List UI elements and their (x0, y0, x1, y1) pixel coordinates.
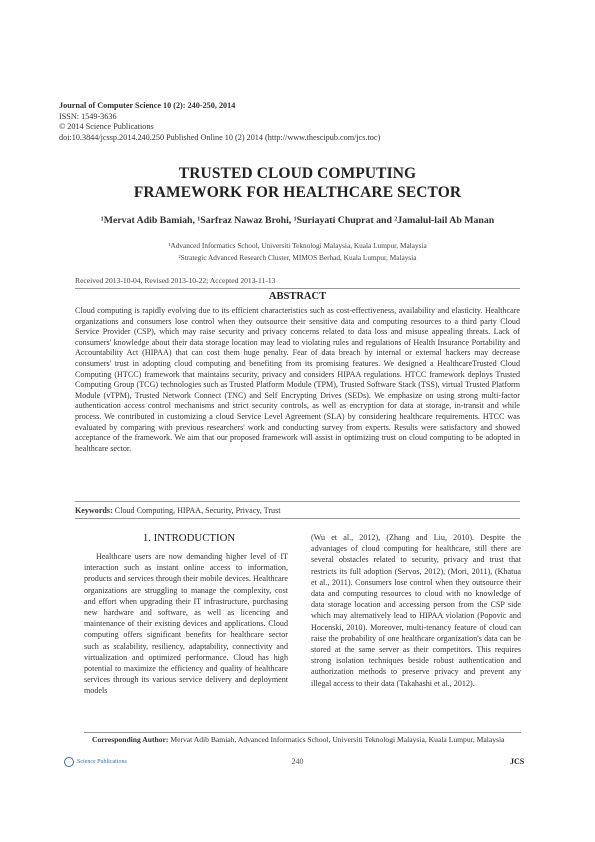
journal-header (59, 101, 380, 143)
affiliation-1: ¹Advanced Informatics School, Universiti Teknologi Malaysia, Kuala Lumpur, Malaysia (168, 241, 427, 250)
doi: doi:10.3844/jcssp.2014.240.250 Published Online 10 (2) 2014 (http://www.thescipub.com/jcs.toc) (59, 132, 381, 142)
title-line-2: FRAMEWORK FOR HEALTHCARE SECTOR (133, 184, 462, 201)
paper-title (0, 164, 595, 202)
authors: ¹Mervat Adib Bamiah, ¹Sarfraz Nawaz Brohi, ¹Suriayati Chuprat and ²Jamalul-lail Ab Manan (100, 215, 495, 226)
keywords-text: Cloud Computing, HIPAA, Security, Privacy, Trust (114, 506, 281, 515)
journal-name: Journal of Computer Science 10 (2): 240-250, 2014 (59, 101, 236, 110)
divider (75, 501, 520, 502)
journal-abbreviation: JCS (510, 757, 525, 766)
affiliations (0, 240, 595, 263)
divider (75, 288, 520, 289)
corresponding-text: Mervat Adib Bamiah, Advanced Informatics School, Universiti Teknologi Malaysia, Kuala Lumpur, Malaysia (170, 735, 505, 744)
divider (84, 732, 521, 733)
introduction-right-column: (Wu et al., 2012), (Zhang and Liu, 2010). Despite the advantages of cloud computing for healthcare, still there are several obstacles related to security, privacy and trust that restricts its full adoption (Servos, 2012), (Mori, 2011), (Khatua et al., 2011). Consumers lose control when they outsource their data and computing resources to cloud with no knowledge of data storage location and accessing person from the CSP side which may alternatively lead to HIPAA violation (Popovic and Hocenski, 2010). Moreover, multi-tenancy feature of cloud can raise the probability of one healthcare organization's data can be stored at the same server as their competitors. This requires strong isolation techniques beside robust authentication and authorization methods to preserve privacy and prevent any illegal access to their data (Takahashi et al., 2012). (311, 533, 521, 688)
corresponding-label: Corresponding Author: (92, 735, 169, 744)
corresponding-author (92, 735, 505, 744)
abstract-text: Cloud computing is rapidly evolving due to its efficient characteristics such as cost-effectiveness, availability and elasticity. Healthcare organizations and consumers lose control when they outsource their sensitive data and computing resources to a third party Cloud Service Provider (CSP), which may raise security and privacy concerns related to data loss and misuse appealing threats. Lack of consumers' knowledge about their data storage location may lead to violating rules and regulations of Health Insurance Portability and Accountability Act (HIPAA) that can cost them huge penalty. Fear of data breach by internal or external hackers may decrease consumers' trust in adopting cloud computing and benefiting from its promising features. We designed a HealthcareTrusted Cloud Computing (HTCC) framework that maintains security, privacy and considers HIPAA regulations. HTCC framework deploys Trusted Computing Group (TCG) technologies such as Trusted Platform Module (TPM), Trusted Software Stack (TSS), virtual Trusted Platform Module (vTPM), Trusted Network Connect (TNC) and Self Encrypting Drives (SEDs). We emphasize on using strong multi-factor authentication access control mechanisms and strict security controls, as well as encryption for data at storage, in-transit and while process. We contributed in customizing a cloud Service Level Agreement (SLA) by considering healthcare requirements. HTCC was evaluated by comparing with previous researchers' work and conducting survey from experts. Results were satisfactory and showed acceptance of the framework. We aim that our proposed framework will assist in optimizing trust on cloud computing to be adopted in healthcare sector. (75, 306, 520, 453)
divider (75, 518, 520, 519)
title-line-1: TRUSTED CLOUD COMPUTING (178, 165, 417, 182)
introduction-left-column: Healthcare users are now demanding higher level of IT interaction such as instant online access to information, products and services through their mobile devices. Healthcare organizations are struggling to manage the complexity, cost and effort when upgrading their IT infrastructure, purchasing new hardware and software, as well as licencing and maintenance of their existing devices and applications. Cloud computing offers significant benefits for healthcare sector such as scalability, resiliency, adaptability, connectivity and virtualization and optimized performance. Cloud has high potential to maximize the efficiency and quality of healthcare services through its various service delivery and deployment models (84, 552, 288, 696)
affiliation-2: ²Strategic Advanced Research Cluster, MIMOS Berhad, Kuala Lumpur, Malaysia (178, 252, 417, 262)
abstract-heading: ABSTRACT (268, 291, 327, 302)
copyright: © 2014 Science Publications (59, 122, 154, 132)
keywords (75, 506, 281, 515)
submission-dates: Received 2013-10-04, Revised 2013-10-22; Accepted 2013-11-13 (75, 276, 276, 285)
introduction-heading: 1. INTRODUCTION (142, 532, 236, 544)
publisher-name: Science Publications (77, 759, 127, 765)
issn: ISSN: 1549-3636 (59, 111, 117, 121)
keywords-label: Keywords: (75, 506, 113, 515)
page-number: 240 (291, 757, 304, 766)
